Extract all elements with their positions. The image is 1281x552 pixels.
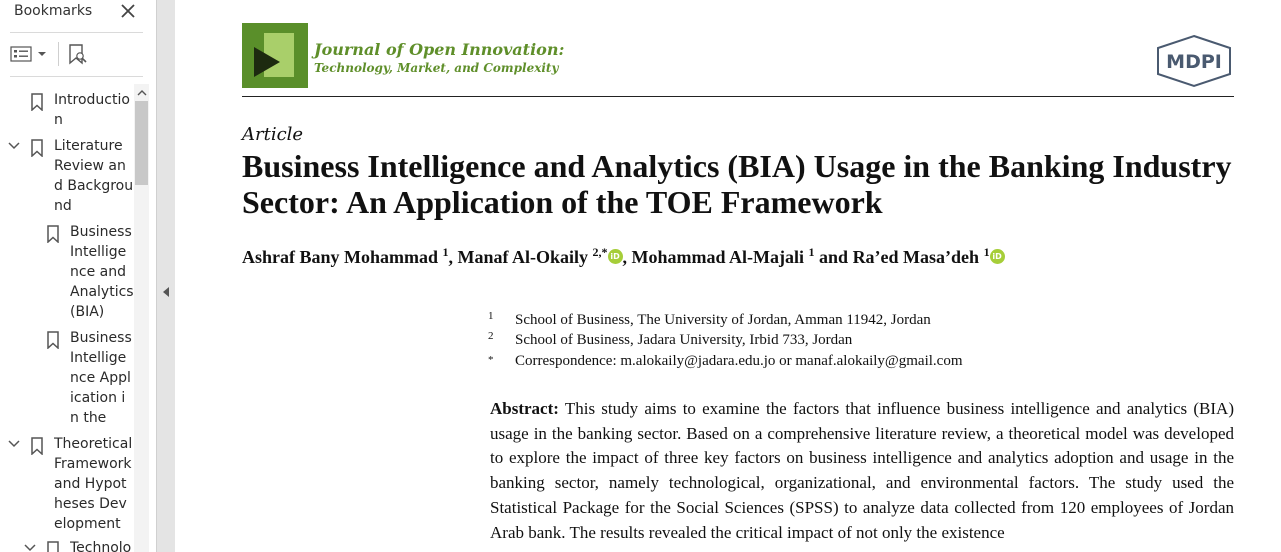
bookmark-label: Technolo <box>70 540 132 552</box>
bookmark-item[interactable] <box>0 90 134 130</box>
new-bookmark-button[interactable] <box>64 41 90 67</box>
bookmark-label: Business Intelligence Application in the <box>70 330 132 426</box>
bookmark-icon <box>46 225 60 243</box>
orcid-icon[interactable]: iD <box>608 249 623 264</box>
close-icon[interactable] <box>117 0 139 22</box>
bookmark-item[interactable] <box>0 538 134 552</box>
list-options-icon <box>10 46 32 62</box>
mdpi-logo-text: MDPI <box>1166 51 1222 73</box>
affiliation-mark: * <box>488 354 494 366</box>
affiliation-mark: 2 <box>488 330 494 342</box>
scroll-up-icon[interactable] <box>134 84 149 100</box>
author-affil-mark: 1 <box>983 245 990 259</box>
divider <box>10 32 143 33</box>
new-bookmark-icon <box>66 43 88 65</box>
journal-subtitle: Technology, Market, and Complexity <box>314 61 559 75</box>
panel-splitter[interactable] <box>156 0 175 552</box>
bookmarks-panel-header <box>0 0 156 26</box>
bookmark-item[interactable] <box>0 222 134 322</box>
bookmarks-tree <box>0 86 134 552</box>
article-type: Article <box>242 124 304 145</box>
abstract-label: Abstract: <box>490 399 559 418</box>
chevron-down-icon[interactable] <box>23 541 37 552</box>
orcid-icon[interactable]: iD <box>990 249 1005 264</box>
bookmark-options-button[interactable] <box>10 43 50 65</box>
mdpi-logo <box>1154 34 1234 88</box>
author-name: Ashraf Bany Mohammad <box>242 247 439 267</box>
journal-logo <box>242 23 308 88</box>
bookmarks-panel-title: Bookmarks <box>14 3 93 19</box>
author-name: Manaf Al-Okaily <box>457 247 589 267</box>
bookmark-icon <box>30 437 44 455</box>
bookmark-label: Introduction <box>54 92 130 128</box>
author-name: Ra’ed Masa’deh <box>852 247 980 267</box>
author-affil-mark: 2,* <box>592 245 608 259</box>
collapse-panel-icon[interactable] <box>160 284 172 300</box>
bookmark-item[interactable] <box>0 434 134 534</box>
bookmark-label: Theoretical Framework and Hypotheses Development <box>54 436 133 532</box>
abstract <box>490 397 1234 545</box>
chevron-down-icon <box>37 50 47 58</box>
chevron-down-icon[interactable] <box>7 139 21 153</box>
toolbar-divider <box>58 42 59 66</box>
journal-name: Journal of Open Innovation: <box>314 40 565 59</box>
author-list <box>242 245 1005 268</box>
author-separator: and <box>814 247 853 267</box>
bookmark-item[interactable] <box>0 328 134 428</box>
author-affil-mark: 1 <box>808 245 815 259</box>
bookmark-item[interactable] <box>0 136 134 216</box>
author-affil-mark: 1 <box>442 245 449 259</box>
affiliation-mark: 1 <box>488 310 494 322</box>
bookmarks-panel <box>0 0 156 552</box>
author-separator: , <box>448 247 458 267</box>
divider <box>10 76 143 77</box>
bookmark-label: Business Intelligence and Analytics (BIA) <box>70 224 134 320</box>
bookmark-icon <box>46 541 60 552</box>
article-title: Business Intelligence and Analytics (BIA) Usage in the Banking Industry Sector: An Application of the TOE Framework <box>242 148 1232 220</box>
author-separator: , <box>622 247 632 267</box>
bookmark-icon <box>30 93 44 111</box>
abstract-text: This study aims to examine the factors that influence business intelligence and analytics (BIA) usage in the banking sector. Based on a comprehensive literature review, a theoretical model was developed to explore the impact of three key factors on business intelligence and analytics adoption and usage in the banking sector, namely technological, organizational, and environmental factors. The study used the Statistical Package for the Social Sciences (SPSS) to analyze data collected from 120 employees of Jordan Arab bank. The results revealed the critical impact of not only the existence <box>490 399 1234 542</box>
affiliation-text: School of Business, Jadara University, Irbid 733, Jordan <box>515 332 853 348</box>
author-name: Mohammad Al-Majali <box>631 247 805 267</box>
scrollbar-thumb[interactable] <box>135 101 148 185</box>
chevron-down-icon[interactable] <box>7 437 21 451</box>
document-page <box>175 0 1281 552</box>
header-rule <box>242 96 1234 97</box>
bookmark-label: Literature Review and Background <box>54 138 134 214</box>
correspondence-text: Correspondence: m.alokaily@jadara.edu.jo or manaf.alokaily@gmail.com <box>515 353 963 369</box>
bookmark-icon <box>30 139 44 157</box>
bookmark-icon <box>46 331 60 349</box>
affiliation-text: School of Business, The University of Jordan, Amman 11942, Jordan <box>515 312 931 328</box>
